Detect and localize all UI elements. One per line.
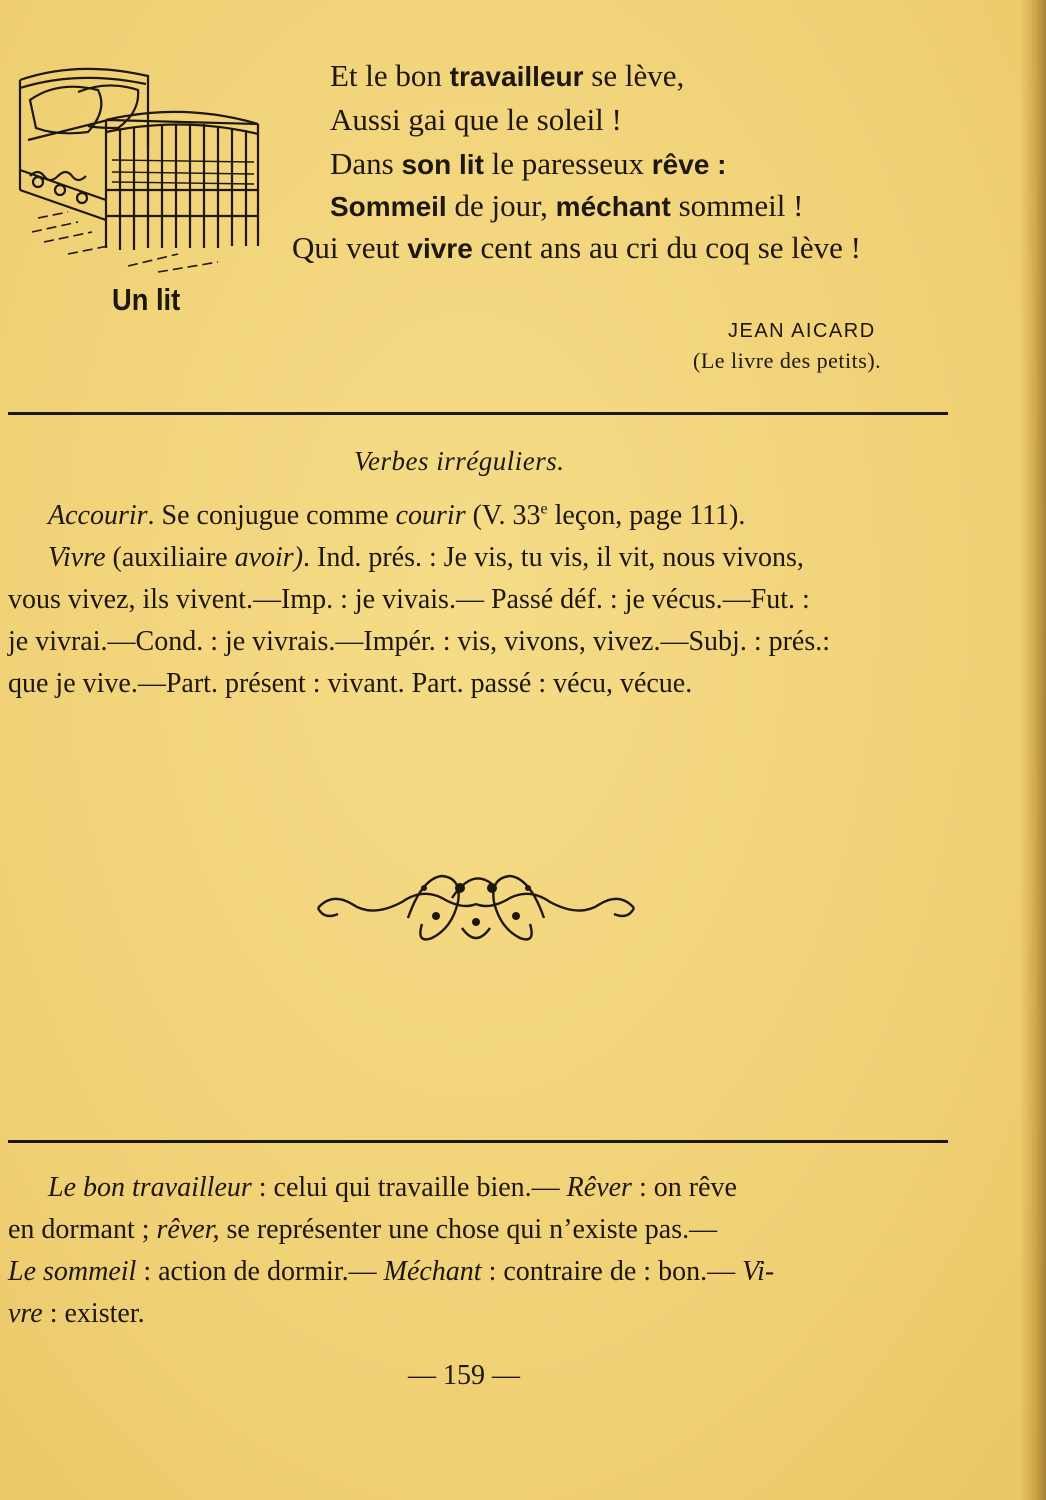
poem-line-3 bbox=[330, 146, 727, 182]
poem-bold-word: travailleur bbox=[449, 61, 584, 92]
poem-text: Qui veut bbox=[292, 230, 408, 265]
vocab-term: Méchant bbox=[383, 1256, 482, 1287]
poem-bold-word: son lit bbox=[401, 149, 484, 180]
vocabulary-line-4 bbox=[8, 1298, 145, 1330]
poem-text: se lève, bbox=[583, 58, 685, 93]
divider-bottom bbox=[8, 1140, 948, 1143]
vocab-text: : celui qui travaille bien.— bbox=[251, 1172, 567, 1203]
vocabulary-line-3 bbox=[8, 1256, 774, 1288]
vocab-text: : on rêve bbox=[631, 1172, 737, 1203]
poem-line-4 bbox=[330, 188, 803, 224]
grammar-vivre-line-4: que je vive.—Part. présent : vivant. Part. passé : vécu, vécue. bbox=[8, 668, 693, 699]
vocab-text: se représenter une chose qui n’existe pas.— bbox=[219, 1214, 718, 1245]
grammar-paragraph-accourir bbox=[48, 500, 745, 532]
poem-bold-word: méchant bbox=[555, 191, 671, 222]
vocab-term: Vi- bbox=[742, 1256, 775, 1287]
superscript: e bbox=[540, 500, 548, 518]
vocab-term: vre bbox=[8, 1298, 43, 1329]
grammar-text: . Ind. prés. : Je vis, tu vis, il vit, nous vivons, bbox=[303, 542, 804, 573]
grammar-vivre-line-3: je vivrai.—Cond. : je vivrais.—Impér. : vis, vivons, vivez.—Subj. : prés.: bbox=[8, 626, 831, 657]
vocab-text: en dormant ; bbox=[8, 1214, 157, 1245]
vocab-term: Le sommeil bbox=[8, 1256, 137, 1287]
poem-bold-word: Sommeil bbox=[330, 191, 447, 222]
grammar-text: (V. 33 bbox=[465, 500, 541, 531]
verb-name: courir bbox=[395, 500, 466, 531]
grammar-text: . Se conjugue comme bbox=[147, 500, 396, 531]
vocab-text: : exister. bbox=[42, 1298, 145, 1329]
page-edge-shadow bbox=[1020, 0, 1046, 1500]
vocab-term: rêver, bbox=[156, 1214, 220, 1245]
vocab-text: : action de dormir.— bbox=[136, 1256, 384, 1287]
poem-text: de jour, bbox=[446, 188, 556, 223]
poem-line-1 bbox=[330, 58, 684, 94]
poem-text: Et le bon bbox=[330, 58, 450, 93]
vocab-term: Le bon travailleur bbox=[48, 1172, 252, 1203]
divider-top bbox=[8, 412, 948, 415]
verb-name: Accourir bbox=[48, 500, 148, 531]
vocab-term: Rêver bbox=[566, 1172, 632, 1203]
vocabulary-line-2 bbox=[8, 1214, 717, 1246]
vocab-text: : contraire de : bon.— bbox=[481, 1256, 743, 1287]
grammar-vivre-line-2: vous vivez, ils vivent.—Imp. : je vivais.— Passé déf. : je vécus.—Fut. : bbox=[8, 584, 810, 615]
verb-name: avoir) bbox=[234, 542, 304, 573]
grammar-text: leçon, page 111). bbox=[547, 500, 746, 531]
vocabulary-line-1 bbox=[48, 1172, 737, 1204]
illustration-caption: Un lit bbox=[112, 282, 181, 317]
poem-text: Dans bbox=[330, 146, 402, 181]
poem-line-2: Aussi gai que le soleil ! bbox=[330, 102, 622, 137]
poem-source: (Le livre des petits). bbox=[693, 348, 882, 373]
section-title: Verbes irréguliers. bbox=[354, 446, 565, 476]
poem-text: le paresseux bbox=[483, 146, 652, 181]
poem-author: JEAN AICARD bbox=[728, 320, 876, 342]
poem-bold-word: rêve : bbox=[651, 149, 727, 180]
poem-line-5 bbox=[292, 230, 861, 266]
verb-name: Vivre bbox=[48, 542, 106, 573]
ribbon-ornament bbox=[312, 858, 640, 956]
poem-text: cent ans au cri du coq se lève ! bbox=[472, 230, 861, 265]
grammar-vivre-line-1 bbox=[48, 542, 804, 574]
poem-text: sommeil ! bbox=[670, 188, 804, 223]
bed-illustration bbox=[8, 40, 268, 280]
page-number: — 159 — bbox=[408, 1360, 520, 1391]
poem-bold-word: vivre bbox=[407, 233, 473, 264]
grammar-text: (auxiliaire bbox=[105, 542, 235, 573]
